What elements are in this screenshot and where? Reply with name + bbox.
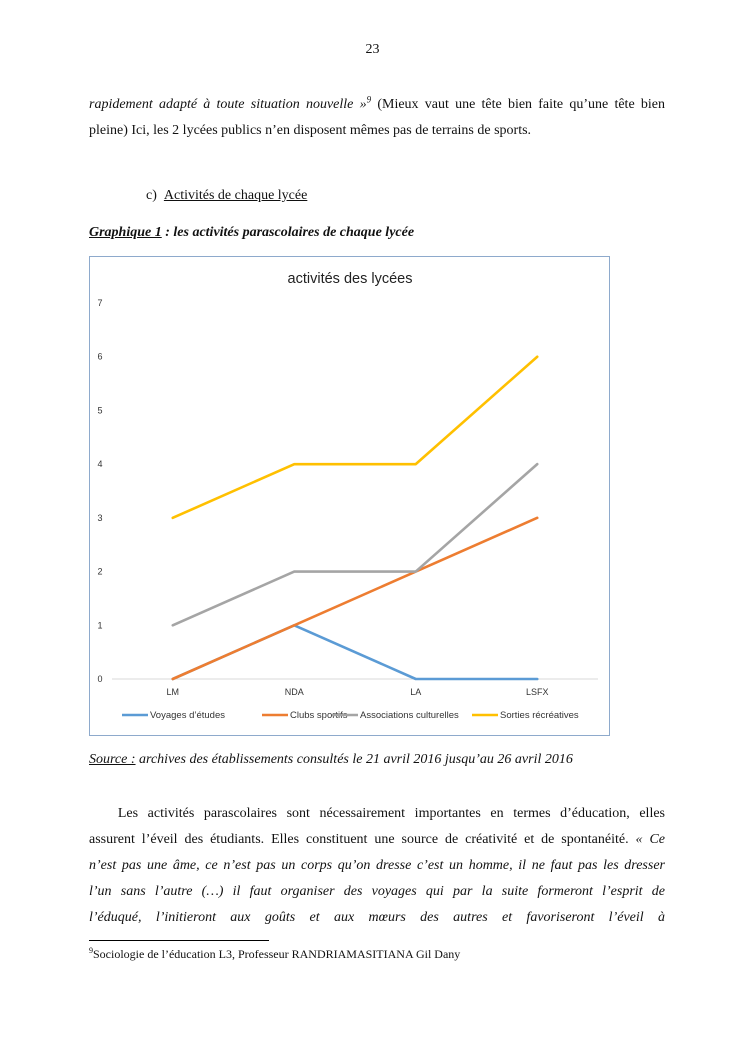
x-tick-label: LSFX — [525, 687, 549, 697]
x-tick-label: LM — [166, 687, 180, 697]
body-line-1-text: Les activités parascolaires sont nécessairement importantes en termes d’éducation, elles — [117, 806, 665, 821]
footnote-divider — [89, 940, 269, 941]
legend-entry: Sorties récréatives — [500, 710, 579, 721]
section-title: Activités de chaque lycée — [163, 188, 308, 203]
section-heading — [146, 188, 307, 204]
y-tick-label: 4 — [97, 459, 103, 470]
footnote — [89, 947, 460, 962]
intro-line-2: pleine) Ici, les 2 lycées publics n’en disposent mêmes pas de terrains de sports. — [89, 123, 532, 138]
x-tick-label: NDA — [284, 687, 304, 697]
y-tick-label: 7 — [97, 298, 103, 308]
series-line — [173, 518, 538, 679]
quote-italic: rapidement adapté à toute situation nouvelle » — [89, 97, 367, 112]
body-quote-open: « Ce — [635, 832, 665, 847]
source-text: archives des établissements consultés le 21 avril 2016 jusqu’au 26 avril 2016 — [135, 752, 573, 767]
section-marker: c) — [146, 188, 157, 203]
source-label: Source : — [89, 752, 136, 767]
chart-title: activités des lycées — [287, 271, 413, 287]
chart-frame — [89, 256, 610, 736]
y-tick-label: 1 — [97, 620, 103, 631]
footnote-number: 9 — [89, 946, 93, 955]
figure-label: Graphique 1 — [89, 225, 162, 240]
legend-entry: Associations culturelles — [360, 710, 459, 721]
line-chart — [90, 257, 611, 737]
body-line-2 — [89, 827, 665, 853]
source-line — [89, 752, 573, 768]
footnote-ref[interactable]: 9 — [366, 94, 372, 105]
body-line-4: l’un sans l’autre (…) il faut organiser des voyages qui par la suite formeront l’esprit de — [89, 884, 665, 899]
body-line-3: n’est pas une âme, ce n’est pas un corps qu’on dresse c’est un homme, il ne faut pas les dresser — [89, 858, 665, 873]
body-line-5: l’éduqué, l’initieront aux goûts et aux mœurs des autres et favoriseront l’éveil à — [89, 910, 665, 925]
legend-entry: Clubs sportifs — [290, 710, 348, 721]
x-tick-label: LA — [410, 687, 422, 697]
body-line-2-text: assurent l’éveil des étudiants. Elles constituent une source de créativité et de spontanéité. — [89, 832, 636, 847]
y-tick-label: 3 — [97, 512, 103, 523]
y-tick-label: 0 — [97, 674, 103, 684]
y-tick-label: 5 — [97, 405, 103, 416]
series-line — [173, 357, 538, 518]
body-line-1 — [89, 801, 665, 827]
footnote-text: Sociologie de l’éducation L3, Professeur RANDRIAMASITIANA Gil Dany — [93, 947, 461, 961]
y-tick-label: 6 — [97, 351, 103, 362]
series-line — [173, 464, 538, 625]
page-number: 23 — [365, 42, 380, 57]
series-line — [173, 625, 538, 679]
figure-caption — [89, 225, 414, 241]
quote-translation: (Mieux vaut une tête bien faite qu’une tête bien — [371, 97, 665, 112]
intro-line-1 — [89, 92, 665, 118]
y-tick-label: 2 — [97, 566, 103, 577]
legend-entry: Voyages d’études — [150, 710, 226, 721]
figure-caption-text: : les activités parascolaires de chaque lycée — [161, 225, 415, 240]
